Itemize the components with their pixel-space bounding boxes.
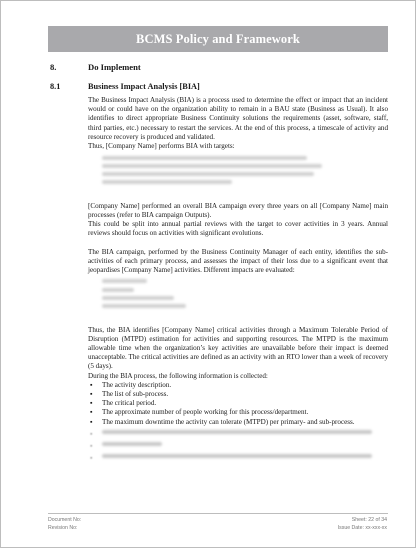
redacted-line [102, 180, 232, 184]
footer-revision-no: Revision No: [48, 525, 78, 531]
list-item: ▪ The critical period. [88, 399, 388, 408]
list-item: ▪ The maximum downtime the activity can tolerate (MTPD) per primary- and sub-process. [88, 418, 388, 427]
redacted-line [102, 304, 186, 308]
paragraph-bia-targets-intro: Thus, [Company Name] performs BIA with targets: [88, 142, 235, 151]
list-item: ▪ The list of sub-process. [88, 390, 388, 399]
paragraph-collected-intro: During the BIA process, the following information is collected: [88, 371, 268, 380]
section-number: 8. [50, 62, 57, 72]
paragraph-annual-reviews: This could be split into annual partial reviews with the target to cover activities in 3 years. Annual reviews should focus on activities with significant evolutions. [88, 220, 388, 238]
footer-divider [48, 513, 388, 514]
paragraph-bia-campaign: [Company Name] performed an overall BIA campaign every three years on all [Company Name] main processes (refer to BIA campaign Outputs). [88, 201, 388, 219]
redacted-line [102, 288, 134, 292]
list-item: ▪ The approximate number of people working for this process/department. [88, 408, 388, 417]
body-text [88, 96, 388, 463]
footer-sheet: Sheet: 22 of 34 [351, 517, 387, 523]
redacted-line [102, 296, 174, 300]
redacted-list-item [88, 442, 388, 451]
redacted-line [102, 164, 322, 168]
redacted-list-item [88, 454, 388, 463]
subsection-title: Business Impact Analysis [BIA] [88, 82, 200, 91]
redacted-line [102, 156, 307, 160]
paragraph-bia-subactivities: The BIA campaign, performed by the Business Continuity Manager of each entity, identifies the sub-activities of each primary process, and assesses the impact of their loss due to a significant event that jeopardises [Company Name] activities. Different impacts are evaluated: [88, 247, 388, 274]
paragraph-bia-definition: The Business Impact Analysis (BIA) is a process used to determine the effect or impact that an incident would or could have on the organization ability to remain in a BAU state (Business as Usual). It also identifies to direct appropriate Business Continuity solutions the requirements (asset, software, staff, third parties, etc.) necessary to restart the services. At the end of this process, a timescale of activity and resource recovery is produced and validated. [88, 96, 388, 141]
section-title: Do Implement [88, 62, 141, 72]
redacted-targets-list [102, 156, 388, 185]
redacted-list-item [88, 430, 388, 439]
footer-document-no: Document No: [48, 517, 82, 523]
redacted-line [102, 279, 147, 283]
redacted-line [102, 172, 314, 176]
header-banner [48, 26, 388, 52]
document-title: BCMS Policy and Framework [136, 31, 300, 46]
subsection-number: 8.1 [50, 82, 61, 91]
footer-issue-date: Issue Date: xx-xxx-xx [337, 525, 387, 531]
subsection-heading [50, 82, 390, 91]
redacted-impacts-list [102, 279, 388, 308]
section-heading [50, 62, 390, 72]
paragraph-mtpd: Thus, the BIA identifies [Company Name] critical activities through a Maximum Tolerable Period of Disruption (MTPD) estimation for activities and supporting resources. The MTPD is the maximum allowable time when the organization’s key activities are unavailable before their impact is deemed unacceptable. The critical activities are defined as an activity with an RTO lower than a week of recovery (5 days). [88, 325, 388, 371]
list-item: ▪ The activity description. [88, 381, 388, 390]
collected-info-list [88, 381, 388, 427]
